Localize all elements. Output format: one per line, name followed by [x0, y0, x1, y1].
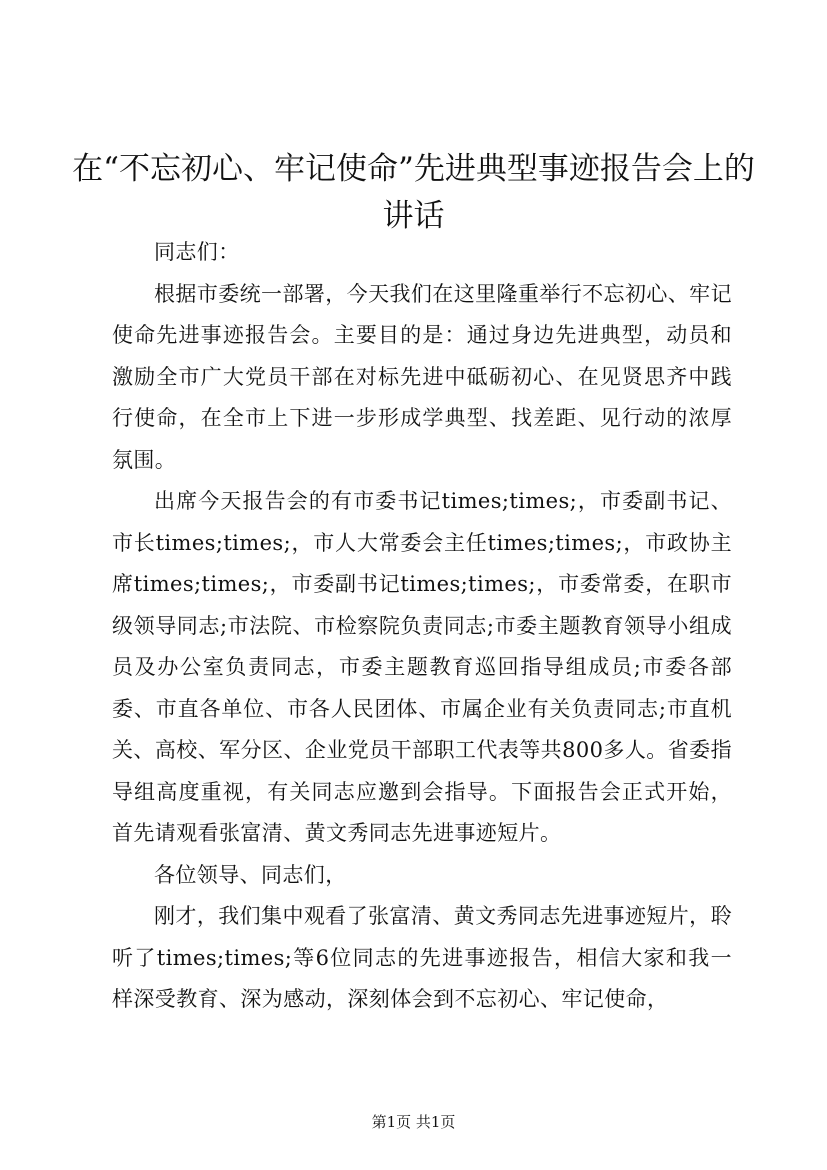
paragraph-attendees: 出席今天报告会的有市委书记times;times;，市委副书记、市长times;times;，市人大常委会主任times;times;，市政协主席times;times;，市委副书记times;times;，市委常委，在职市级领导同志;市法院、市检察院负责同志;市委主题教育领导小组成员及办公室负责同志，市委主题教育巡回指导组成员;市委各部委、市直各单位、市各人民团体、市属企业有关负责同志;市直机关、高校、军分区、企业党员干部职工代表等共800多人。省委指导组高度重视，有关同志应邀到会指导。下面报告会正式开始，首先请观看张富清、黄文秀同志先进事迹短片。 — [112, 489, 732, 845]
document-title: 在“不忘初心、牢记使命”先进典型事迹报告会上的讲话 — [72, 151, 755, 234]
document-body — [112, 232, 732, 1021]
salutation: 同志们： — [154, 240, 240, 264]
paragraph-reflection: 刚才，我们集中观看了张富清、黄文秀同志先进事迹短片，聆听了times;times;等6位同志的先进事迹报告，相信大家和我一样深受教育、深为感动，深刻体会到不忘初心、牢记使命， — [112, 904, 732, 1011]
paragraph-purpose: 根据市委统一部署，今天我们在这里隆重举行不忘初心、牢记使命先进事迹报告会。主要目的是：通过身边先进典型，动员和激励全市广大党员干部在对标先进中砥砺初心、在见贤思齐中践行使命，在全市上下进一步形成学典型、找差距、见行动的浓厚氛围。 — [112, 281, 732, 472]
page-footer: 第1页 共1页 — [371, 1113, 456, 1131]
salutation-leaders: 各位领导、同志们， — [154, 862, 347, 887]
